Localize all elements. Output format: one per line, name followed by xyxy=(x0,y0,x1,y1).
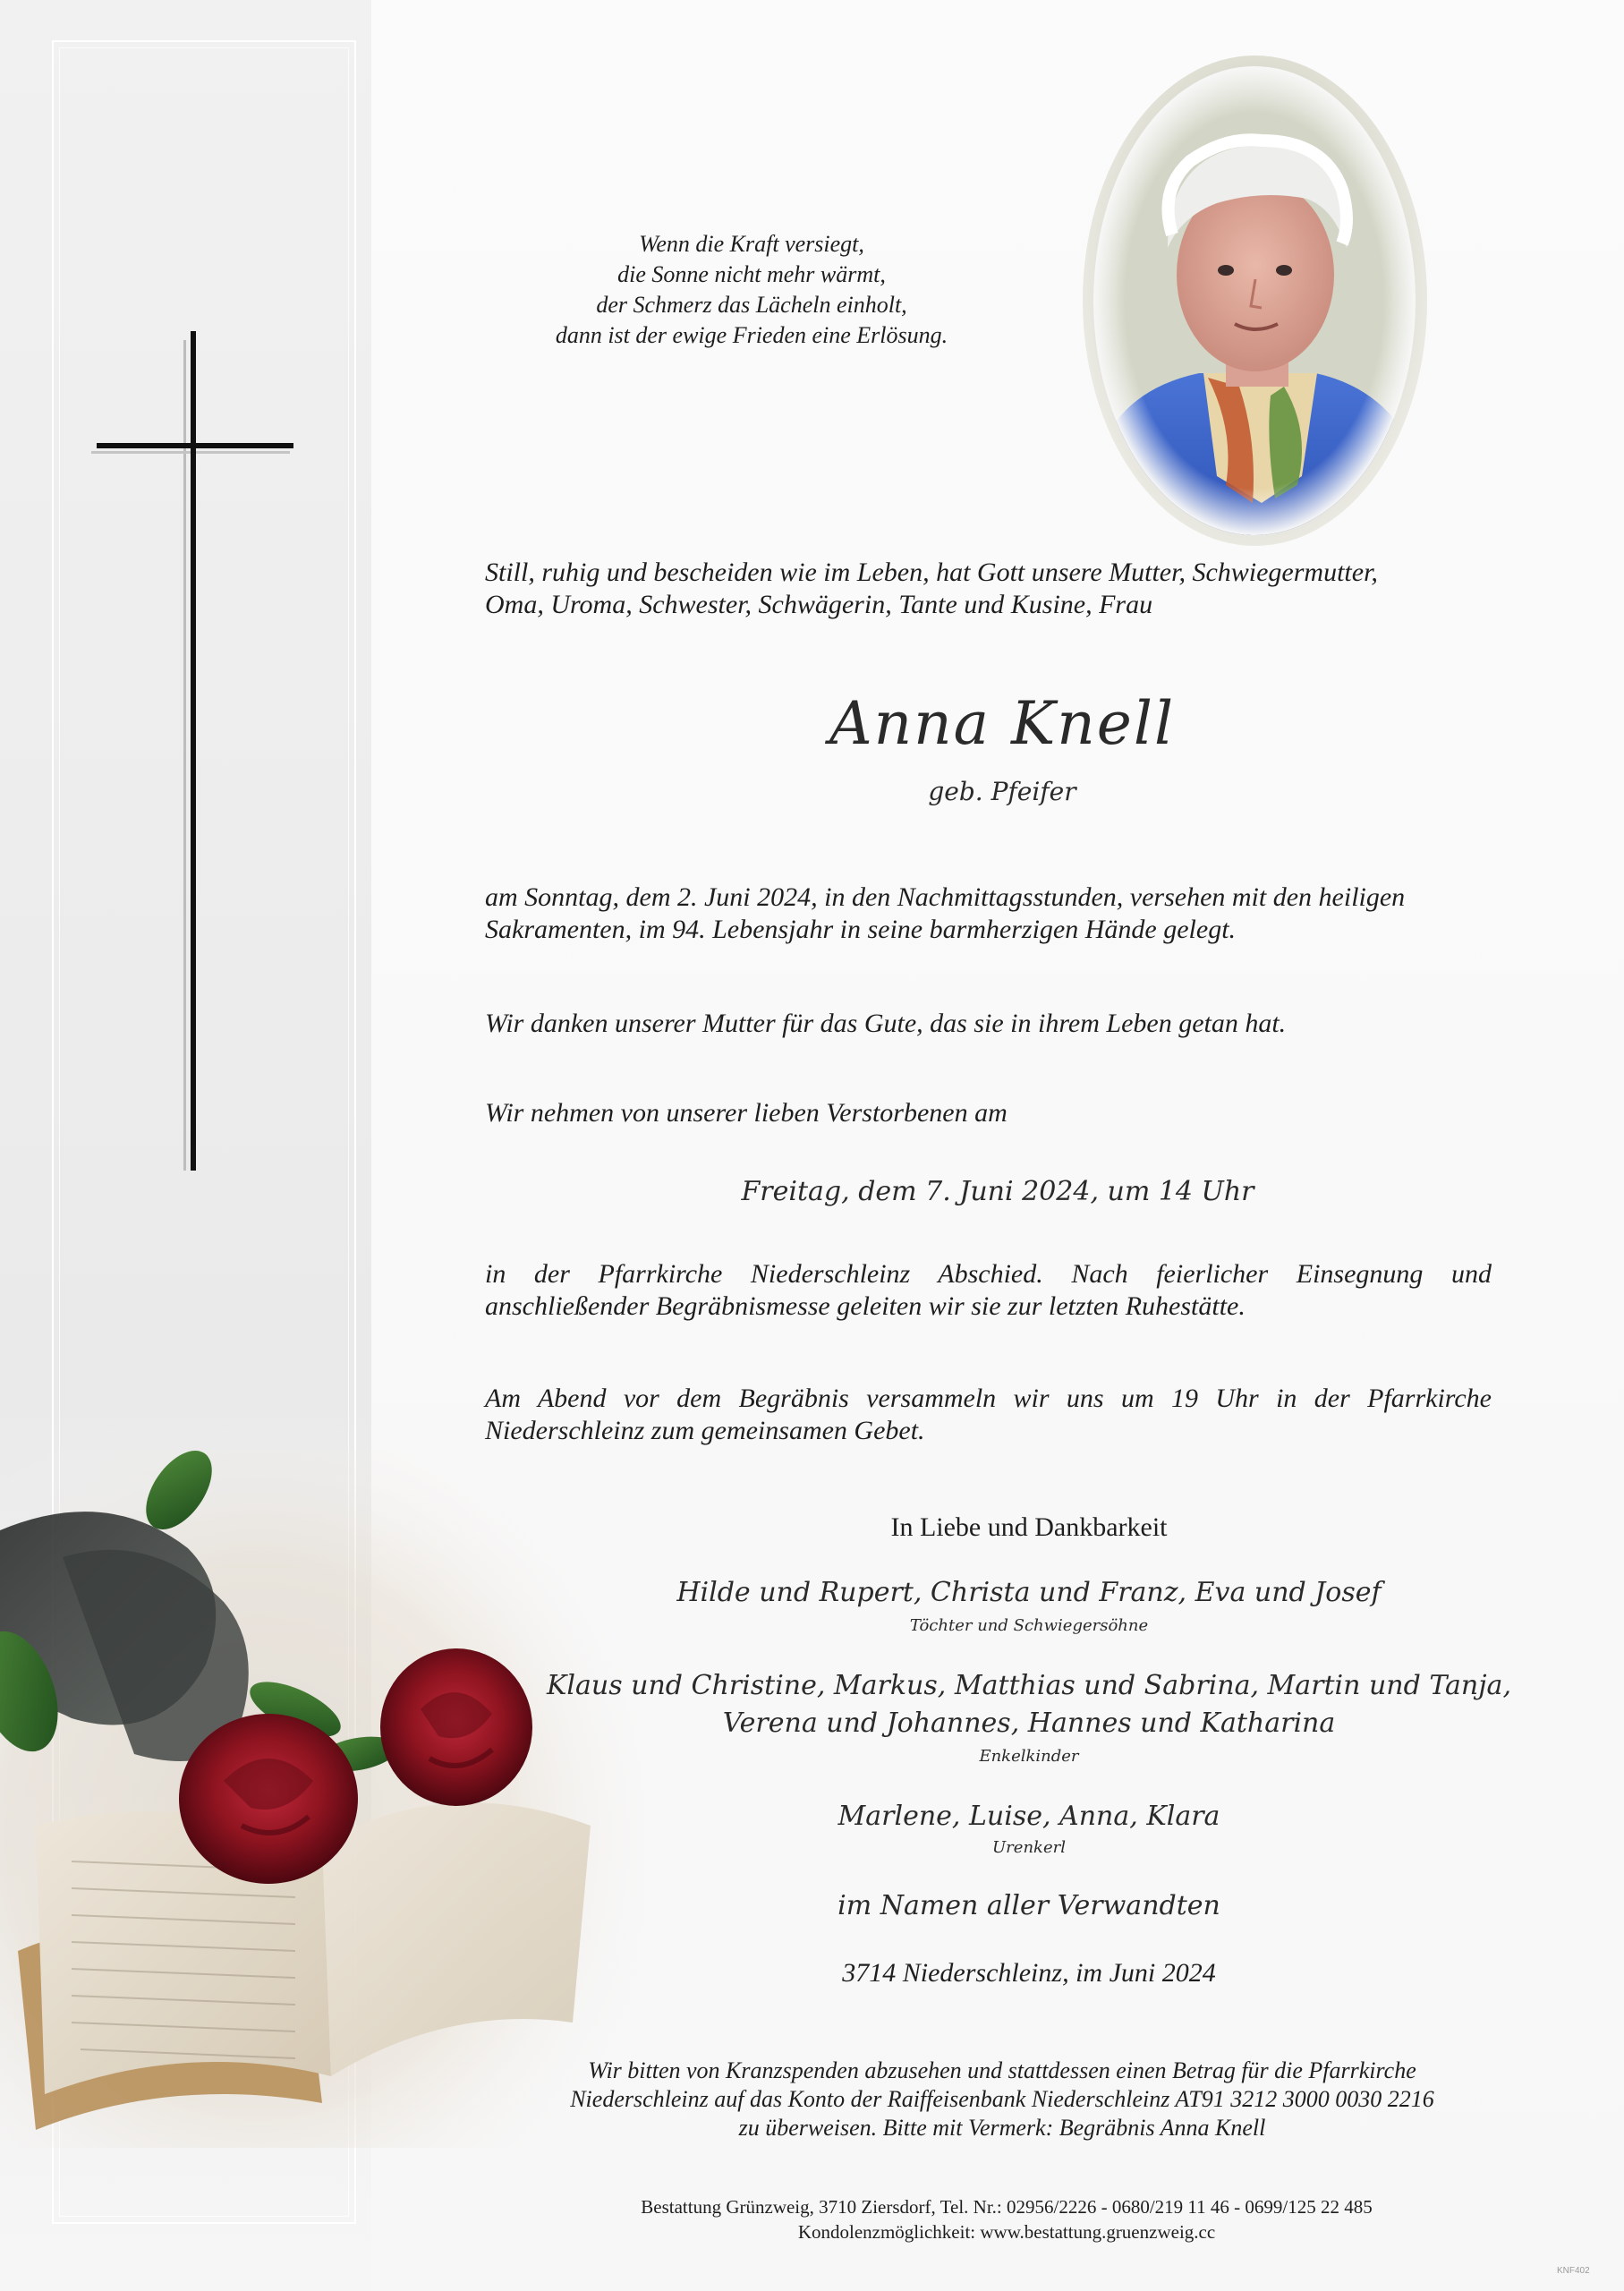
death-notice-line: Sakramenten, im 94. Lebensjahr in seine barmherzigen Hände gelegt. xyxy=(485,915,1237,944)
print-code: KNF402 xyxy=(1557,2266,1590,2276)
intro-line: Still, ruhig und bescheiden wie im Leben, hat Gott unsere Mutter, Schwiegermutter, xyxy=(485,558,1378,587)
family-grandchildren-line1: Klaus und Christine, Markus, Matthias und Sabrina, Martin und Tanja, xyxy=(547,1670,1511,1701)
born-name: geb. Pfeifer xyxy=(928,777,1076,806)
family-grandchildren-line2: Verena und Johannes, Hannes und Katharina xyxy=(722,1708,1336,1739)
ceremony-line: in der Pfarrkirche Niederschleinz Abschied. Nach feierlicher Einsegnung und xyxy=(485,1259,1492,1289)
family-children: Hilde und Rupert, Christa und Franz, Eva und Josef xyxy=(676,1577,1382,1608)
death-notice xyxy=(485,881,1492,946)
footer-contact: Bestattung Grünzweig, 3710 Ziersdorf, Tel. Nr.: 02956/2226 - 0680/219 11 46 - 0699/125 22 485 xyxy=(641,2196,1373,2218)
farewell-intro: Wir nehmen von unserer lieben Verstorbenen am xyxy=(485,1098,1008,1128)
closing-text: In Liebe und Dankbarkeit xyxy=(890,1512,1168,1542)
prayer-line: Am Abend vor dem Begräbnis versammeln wir uns um 19 Uhr in der Pfarrkirche xyxy=(485,1384,1492,1413)
donation-line: Wir bitten von Kranzspenden abzusehen und stattdessen einen Betrag für die Pfarrkirche xyxy=(588,2057,1416,2083)
family-great-grandchildren-relation: Urenkerl xyxy=(992,1838,1066,1857)
cross-icon-horizontal xyxy=(97,443,293,448)
roses-book-illustration xyxy=(0,1450,644,2148)
ceremony-text xyxy=(485,1258,1492,1323)
family-grandchildren-relation: Enkelkinder xyxy=(979,1747,1079,1766)
prayer-line: Niederschleinz zum gemeinsamen Gebet. xyxy=(485,1416,925,1445)
thanks-text: Wir danken unserer Mutter für das Gute, das sie in ihrem Leben getan hat. xyxy=(485,1009,1287,1038)
cross-shadow-vertical xyxy=(183,340,186,1171)
portrait-photo xyxy=(1083,55,1427,546)
poem-line: dann ist der ewige Frieden eine Erlösung. xyxy=(555,322,948,348)
donation-line: Niederschleinz auf das Konto der Raiffeisenbank Niederschleinz AT91 3212 3000 0030 2216 xyxy=(570,2086,1434,2112)
poem-line: Wenn die Kraft versiegt, xyxy=(639,231,864,257)
ceremony-line: anschließender Begräbnismesse geleiten wir sie zur letzten Ruhestätte. xyxy=(485,1291,1246,1321)
portrait-photo-elderly-woman xyxy=(1083,55,1427,546)
death-notice-line: am Sonntag, dem 2. Juni 2024, in den Nachmittagsstunden, versehen mit den heiligen xyxy=(485,882,1406,912)
prayer-text xyxy=(485,1383,1492,1447)
footer-condolence: Kondolenzmöglichkeit: www.bestattung.gruenzweig.cc xyxy=(797,2221,1216,2243)
poem-line: der Schmerz das Lächeln einholt, xyxy=(596,292,907,318)
donation-note xyxy=(465,2057,1539,2142)
family-children-relation: Töchter und Schwiegersöhne xyxy=(909,1616,1149,1635)
deceased-name: Anna Knell xyxy=(829,689,1176,758)
place-date: 3714 Niederschleinz, im Juni 2024 xyxy=(842,1958,1216,1988)
donation-line: zu überweisen. Bitte mit Vermerk: Begräbnis Anna Knell xyxy=(738,2115,1266,2141)
family-great-grandchildren: Marlene, Luise, Anna, Klara xyxy=(838,1801,1220,1832)
cross-icon-vertical xyxy=(191,331,196,1171)
poem-line: die Sonne nicht mehr wärmt, xyxy=(617,261,886,287)
family-relatives: im Namen aller Verwandten xyxy=(838,1890,1220,1921)
intro-text xyxy=(485,557,1496,621)
intro-line: Oma, Uroma, Schwester, Schwägerin, Tante und Kusine, Frau xyxy=(485,590,1153,619)
funeral-date: Freitag, dem 7. Juni 2024, um 14 Uhr xyxy=(741,1176,1254,1207)
footer xyxy=(537,2194,1476,2244)
poem xyxy=(501,229,1002,351)
